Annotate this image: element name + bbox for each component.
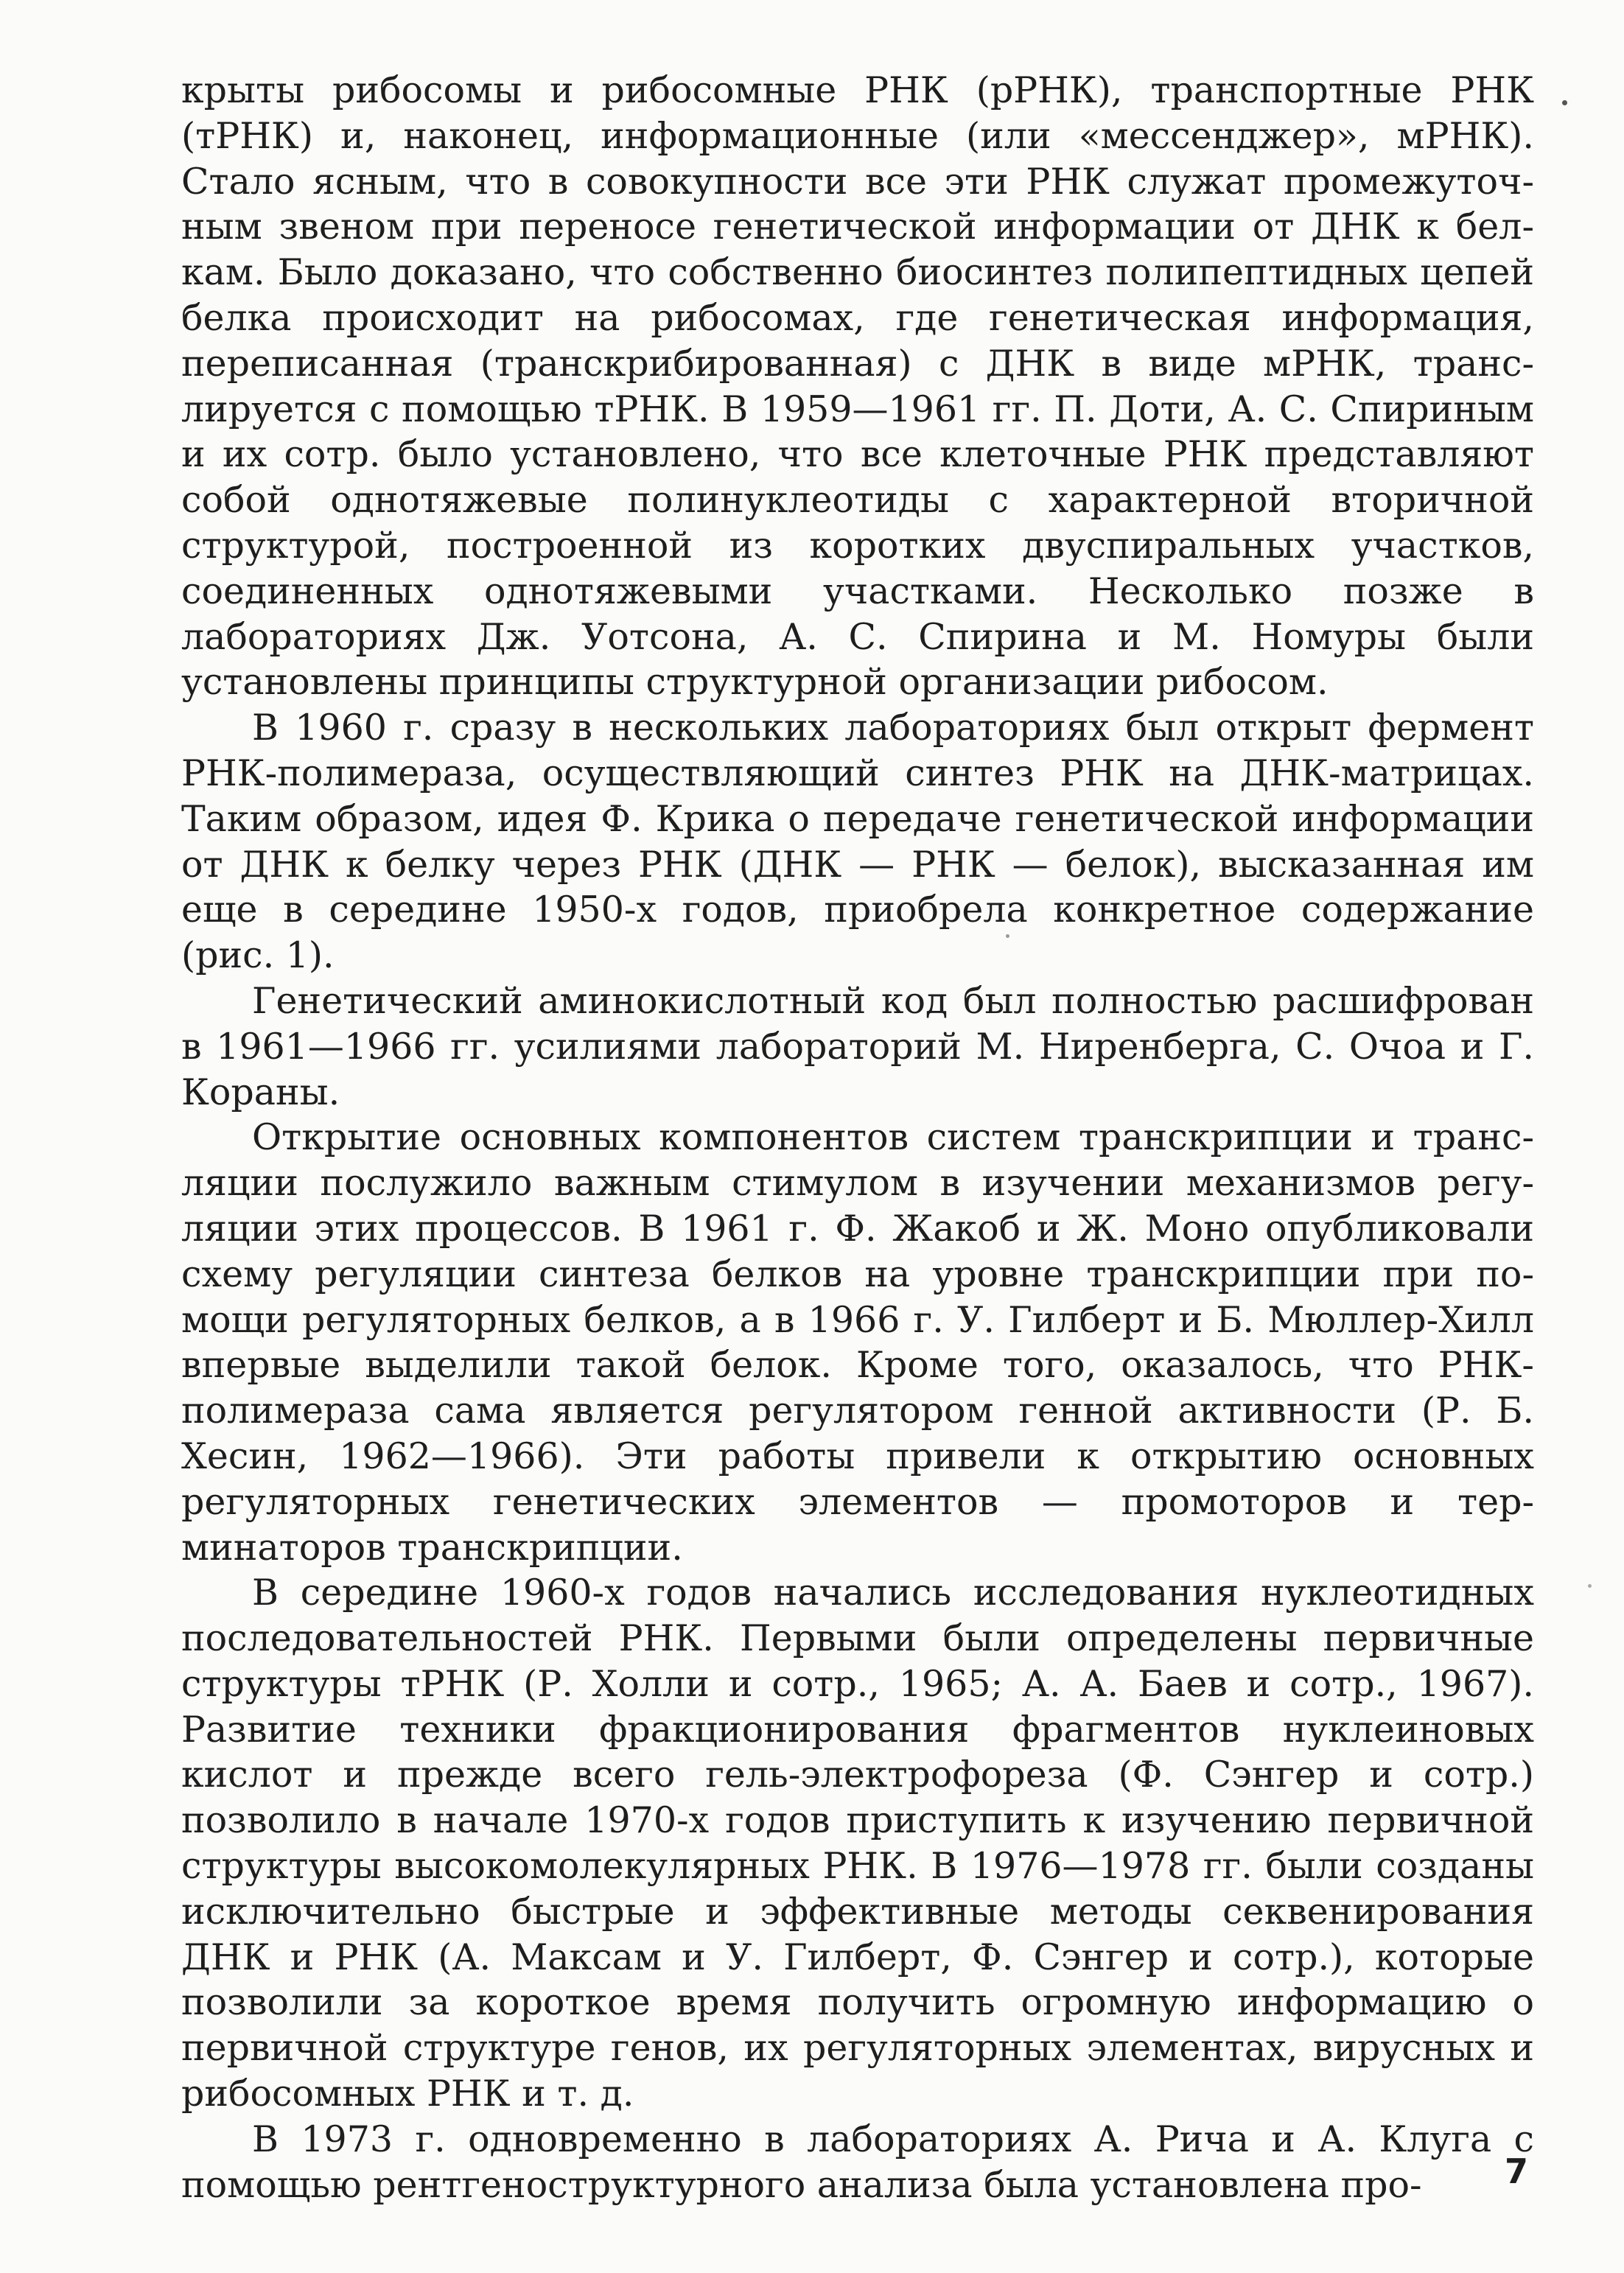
print-speck xyxy=(1006,934,1009,938)
print-speck xyxy=(1588,1584,1592,1588)
paragraph-6: В 1973 г. одновременно в лабораториях А. Рича и А. Клуга с помощью рентгеноструктурного анализа была установлена про- xyxy=(181,2118,1534,2206)
paragraph-5: В середине 1960-х годов начались исследования нуклеотидных последовательностей РНК. Первыми были определены первичные структуры тРНК (Р. Холли и сотр., 1965; А. А. Баев и сотр., 1967). Развитие техники фракционирования фрагментов нуклеиновых кислот и прежде всего гель-электрофореза (Ф. Сэнгер и сотр.) позволило в начале 1970-х годов приступить к изучению первичной структуры высокомолекулярных РНК. В 1976—1978 гг. были созданы исключительно быстрые и эффективные методы секвенирования ДНК и РНК (А. Максам и У. Гилберт, Ф. Сэнгер и сотр.), которые позволили за короткое время получить огромную информацию о первичной структуре генов, их регуляторных элементах, вирусных и рибосомных РНК и т. д. xyxy=(181,1572,1534,2115)
paragraph-2: В 1960 г. сразу в нескольких лабораториях был открыт фермент РНК-полимераза, осуществляющий синтез РНК на ДНК-матрицах. Таким образом, идея Ф. Крика о передаче генетической информации от ДНК к белку через РНК (ДНК — РНК — белок), высказанная им еще в середине 1950-х годов, приобрела конкретное содержание (рис. 1). xyxy=(181,707,1534,977)
paragraph-4: Открытие основных компонентов систем транскрипции и трансляции послужило важным стимулом в изучении механизмов регуляции этих процессов. В 1961 г. Ф. Жакоб и Ж. Моно опубликовали схему регуляции синтеза белков на уровне транскрипции при помощи регуляторных белков, а в 1966 г. У. Гилберт и Б. Мюллер-Хилл впервые выделили такой белок. Кроме того, оказалось, что РНК-полимераза сама является регулятором генной активности (Р. Б. Хесин, 1962—1966). Эти работы привели к открытию основных регуляторных генетических элементов — промоторов и терминаторов транскрипции. xyxy=(181,1116,1534,1569)
body-text xyxy=(181,68,1534,2207)
paragraph-3: Генетический аминокислотный код был полностью расшифрован в 1961—1966 гг. усилиями лабораторий М. Ниренберга, С. Очоа и Г. Кораны. xyxy=(181,979,1534,1113)
paragraph-1: крыты рибосомы и рибосомные РНК (рРНК), транспортные РНК (тРНК) и, наконец, информационные (или «мессенджер», мРНК). Стало ясным, что в совокупности все эти РНК служат промежуточным звеном при переносе генетической информации от ДНК к белкам. Было доказано, что собственно биосинтез полипептидных цепей белка происходит на рибосомах, где генетическая информация, переписанная (транскрибированная) с ДНК в виде мРНК, транслируется с помощью тРНК. В 1959—1961 гг. П. Доти, А. С. Спириным и их сотр. было установлено, что все клеточные РНК представляют собой однотяжевые полинуклеотиды с характерной вторичной структурой, построенной из коротких двуспиральных участков, соединенных однотяжевыми участками. Несколько позже в лабораториях Дж. Уотсона, А. С. Спирина и М. Номуры были установлены принципы структурной организации рибосом. xyxy=(181,69,1534,704)
page-number: 7 xyxy=(1505,2151,1529,2191)
print-speck xyxy=(1562,100,1567,105)
